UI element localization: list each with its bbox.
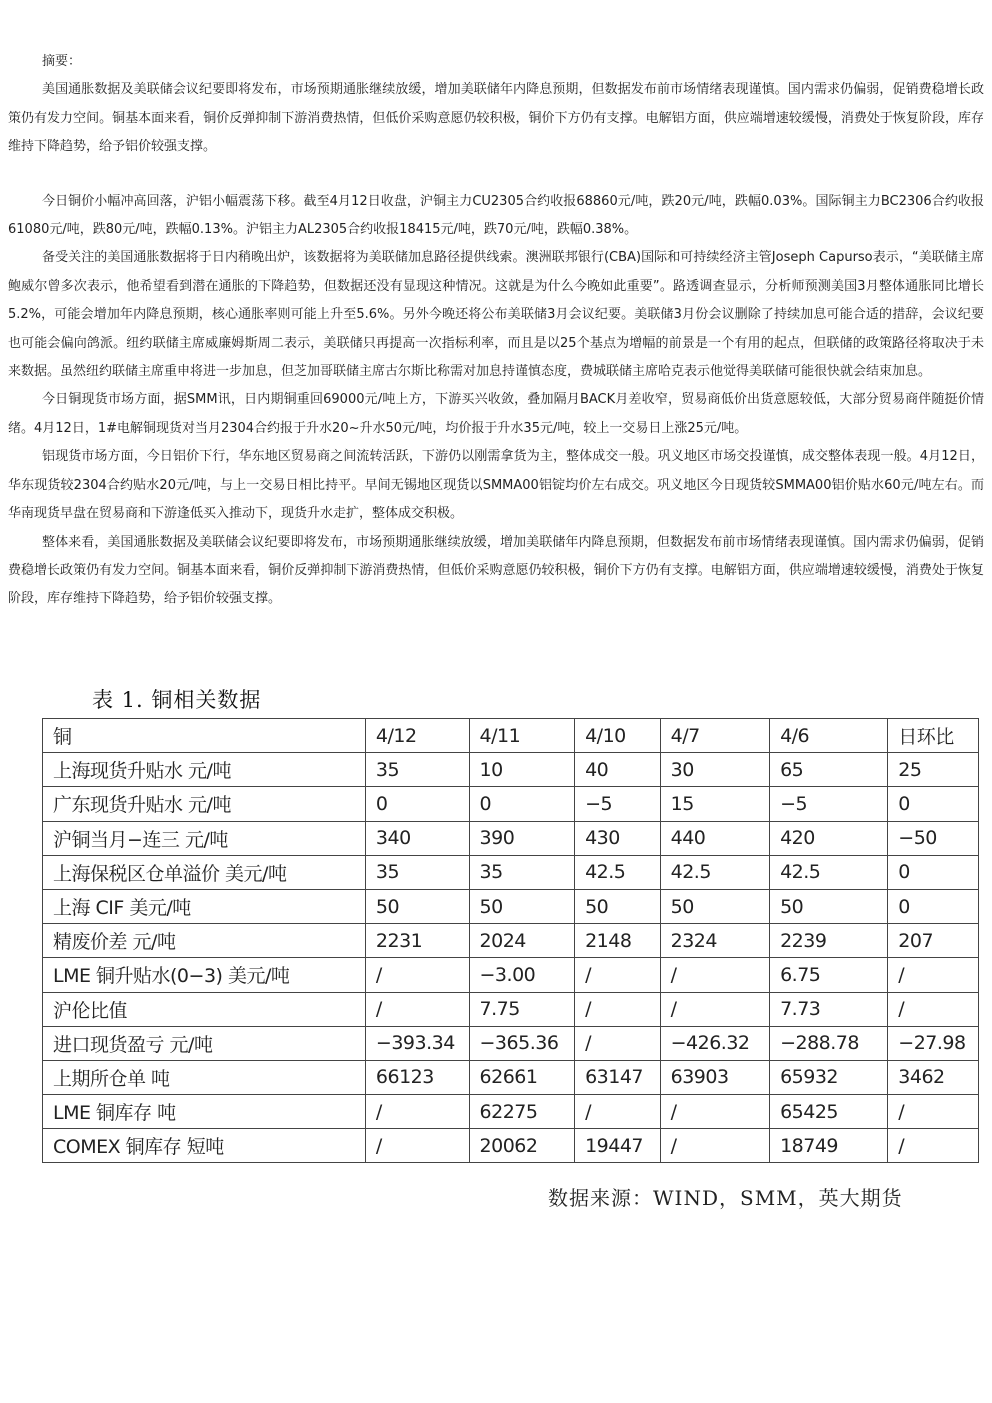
- value-cell: 35: [469, 855, 575, 889]
- header-cell: 4/7: [660, 719, 769, 753]
- value-cell: 0: [888, 787, 979, 821]
- value-cell: 2024: [469, 924, 575, 958]
- row-label-cell: 上海现货升贴水 元/吨: [43, 753, 366, 787]
- row-label-cell: 上期所仓单 吨: [43, 1060, 366, 1094]
- table-row: [43, 958, 979, 992]
- value-cell: 65: [770, 753, 888, 787]
- value-cell: /: [888, 1095, 979, 1129]
- value-cell: 10: [469, 753, 575, 787]
- value-cell: /: [660, 992, 769, 1026]
- value-cell: 42.5: [575, 855, 661, 889]
- report-body: [8, 48, 984, 614]
- value-cell: 2231: [365, 924, 469, 958]
- value-cell: 65425: [770, 1095, 888, 1129]
- value-cell: 50: [469, 889, 575, 923]
- value-cell: −365.36: [469, 1026, 575, 1060]
- overall-paragraph: 整体来看，美国通胀数据及美联储会议纪要即将发布，市场预期通胀继续放缓，增加美联储年内降息预期，但数据发布前市场情绪表现谨慎。国内需求仍偏弱，促销费稳增长政策仍有发力空间。铜基本面来看，铜价反弹抑制下游消费热情，但低价采购意愿仍较积极，铜价下方仍有支撑。电解铝方面，供应端增速较缓慢，消费处于恢复阶段，库存维持下降趋势，给予铝价较强支撑。: [8, 534, 984, 607]
- value-cell: /: [888, 992, 979, 1026]
- table-row: [43, 1060, 979, 1094]
- value-cell: −426.32: [660, 1026, 769, 1060]
- header-cell: 铜: [43, 719, 366, 753]
- table-row: [43, 924, 979, 958]
- table-row: [43, 1129, 979, 1163]
- value-cell: 2239: [770, 924, 888, 958]
- row-label-cell: COMEX 铜库存 短吨: [43, 1129, 366, 1163]
- header-cell: 4/12: [365, 719, 469, 753]
- value-cell: 35: [365, 855, 469, 889]
- row-label-cell: 上海 CIF 美元/吨: [43, 889, 366, 923]
- us-inflation-paragraph: 备受关注的美国通胀数据将于日内稍晚出炉，该数据将为美联储加息路径提供线索。澳洲联邦银行(CBA)国际和可持续经济主管Joseph Capurso表示，“美联储主席鲍威尔曾多次表示，他希望看到潜在通胀的下降趋势，但数据还没有显现这种情况。这就是为什么今晚如此重要”。路透调查显示，分析师预测美国3月整体通胀同比增长5.2%，可能会增加年内降息预期，核心通胀率则可能上升至5.6%。另外今晚还将公布美联储3月会议纪要。美联储3月份会议删除了持续加息可能合适的措辞，会议纪要也可能会偏向鸽派。纽约联储主席威廉姆斯周二表示，美联储只再提高一次指标利率，而且是以25个基点为增幅的前景是一个有用的起点，但联储的政策路径将取决于未来数据。虽然纽约联储主席重申将进一步加息，但芝加哥联储主席古尔斯比称需对加息持谨慎态度，费城联储主席哈克表示他觉得美联储可能很快就会结束加息。: [8, 250, 984, 380]
- value-cell: 25: [888, 753, 979, 787]
- value-cell: /: [365, 1095, 469, 1129]
- value-cell: 390: [469, 821, 575, 855]
- value-cell: 66123: [365, 1060, 469, 1094]
- row-label-cell: 进口现货盈亏 元/吨: [43, 1026, 366, 1060]
- header-cell: 4/10: [575, 719, 661, 753]
- abstract-label: 摘要：: [42, 54, 82, 69]
- header-cell: 日环比: [888, 719, 979, 753]
- copper-data-table: [42, 718, 979, 1163]
- value-cell: −5: [575, 787, 661, 821]
- value-cell: /: [660, 1129, 769, 1163]
- value-cell: 50: [770, 889, 888, 923]
- header-cell: 4/6: [770, 719, 888, 753]
- value-cell: 207: [888, 924, 979, 958]
- value-cell: /: [575, 1095, 661, 1129]
- data-source-note: 数据来源：WIND，SMM，英大期货: [548, 1186, 903, 1210]
- value-cell: 18749: [770, 1129, 888, 1163]
- value-cell: 20062: [469, 1129, 575, 1163]
- table-row: [43, 753, 979, 787]
- value-cell: 430: [575, 821, 661, 855]
- row-label-cell: 上海保税区仓单溢价 美元/吨: [43, 855, 366, 889]
- value-cell: 420: [770, 821, 888, 855]
- table-row: [43, 1026, 979, 1060]
- value-cell: /: [575, 958, 661, 992]
- value-cell: 30: [660, 753, 769, 787]
- value-cell: −3.00: [469, 958, 575, 992]
- row-label-cell: 广东现货升贴水 元/吨: [43, 787, 366, 821]
- value-cell: 62275: [469, 1095, 575, 1129]
- market-close-paragraph: 今日铜价小幅冲高回落，沪铝小幅震荡下移。截至4月12日收盘，沪铜主力CU2305合约收报68860元/吨，跌20元/吨，跌幅0.03%。国际铜主力BC2306合约收报61080元/吨，跌80元/吨，跌幅0.13%。沪铝主力AL2305合约收报18415元/吨，跌70元/吨，跌幅0.38%。: [8, 193, 984, 238]
- value-cell: 42.5: [660, 855, 769, 889]
- value-cell: 340: [365, 821, 469, 855]
- row-label-cell: 沪伦比值: [43, 992, 366, 1026]
- value-cell: /: [660, 958, 769, 992]
- value-cell: 63903: [660, 1060, 769, 1094]
- summary-paragraph: 美国通胀数据及美联储会议纪要即将发布，市场预期通胀继续放缓，增加美联储年内降息预期，但数据发布前市场情绪表现谨慎。国内需求仍偏弱，促销费稳增长政策仍有发力空间。铜基本面来看，铜价反弹抑制下游消费热情，但低价采购意愿仍较积极，铜价下方仍有支撑。电解铝方面，供应端增速较缓慢，消费处于恢复阶段，库存维持下降趋势，给予铝价较强支撑。: [8, 82, 984, 155]
- table-row: [43, 787, 979, 821]
- value-cell: 7.73: [770, 992, 888, 1026]
- value-cell: 6.75: [770, 958, 888, 992]
- row-label-cell: 沪铜当月−连三 元/吨: [43, 821, 366, 855]
- value-cell: /: [575, 1026, 661, 1060]
- value-cell: /: [365, 1129, 469, 1163]
- value-cell: 42.5: [770, 855, 888, 889]
- aluminum-spot-paragraph: 铝现货市场方面，今日铝价下行，华东地区贸易商之间流转活跃，下游仍以刚需拿货为主，整体成交一般。巩义地区市场交投谨慎，成交整体表现一般。4月12日，华东现货较2304合约贴水20元/吨，与上一交易日相比持平。早间无锡地区现货以SMMA00铝锭均价左右成交。巩义地区今日现货较SMMA00铝价贴水60元/吨左右。而华南现货早盘在贸易商和下游逢低买入推动下，现货升水走扩，整体成交积极。: [8, 449, 984, 522]
- value-cell: /: [365, 958, 469, 992]
- value-cell: 65932: [770, 1060, 888, 1094]
- value-cell: 0: [888, 889, 979, 923]
- value-cell: /: [660, 1095, 769, 1129]
- value-cell: −5: [770, 787, 888, 821]
- value-cell: 3462: [888, 1060, 979, 1094]
- value-cell: 7.75: [469, 992, 575, 1026]
- table-header-row: [43, 719, 979, 753]
- value-cell: 19447: [575, 1129, 661, 1163]
- value-cell: /: [365, 992, 469, 1026]
- value-cell: 2324: [660, 924, 769, 958]
- value-cell: −393.34: [365, 1026, 469, 1060]
- value-cell: 440: [660, 821, 769, 855]
- table-row: [43, 855, 979, 889]
- copper-spot-paragraph: 今日铜现货市场方面，据SMM讯，日内期铜重回69000元/吨上方，下游买兴收敛，叠加隔月BACK月差收窄，贸易商低价出货意愿较低，大部分贸易商伴随挺价情绪。4月12日，1#电解铜现货对当月2304合约报于升水20~升水50元/吨，均价报于升水35元/吨，较上一交易日上涨25元/吨。: [8, 392, 984, 436]
- value-cell: /: [575, 992, 661, 1026]
- value-cell: 2148: [575, 924, 661, 958]
- value-cell: −50: [888, 821, 979, 855]
- table-row: [43, 1095, 979, 1129]
- paragraph-gap: [8, 162, 984, 188]
- table-row: [43, 821, 979, 855]
- value-cell: 50: [660, 889, 769, 923]
- value-cell: 0: [365, 787, 469, 821]
- row-label-cell: LME 铜库存 吨: [43, 1095, 366, 1129]
- value-cell: /: [888, 1129, 979, 1163]
- value-cell: 40: [575, 753, 661, 787]
- value-cell: 0: [469, 787, 575, 821]
- value-cell: 50: [575, 889, 661, 923]
- value-cell: 0: [888, 855, 979, 889]
- table-row: [43, 992, 979, 1026]
- value-cell: 35: [365, 753, 469, 787]
- value-cell: /: [888, 958, 979, 992]
- value-cell: −27.98: [888, 1026, 979, 1060]
- header-cell: 4/11: [469, 719, 575, 753]
- value-cell: 62661: [469, 1060, 575, 1094]
- value-cell: 63147: [575, 1060, 661, 1094]
- table-row: [43, 889, 979, 923]
- table-title: 表 1. 铜相关数据: [92, 688, 262, 712]
- value-cell: 15: [660, 787, 769, 821]
- row-label-cell: 精废价差 元/吨: [43, 924, 366, 958]
- value-cell: 50: [365, 889, 469, 923]
- value-cell: −288.78: [770, 1026, 888, 1060]
- row-label-cell: LME 铜升贴水(0−3) 美元/吨: [43, 958, 366, 992]
